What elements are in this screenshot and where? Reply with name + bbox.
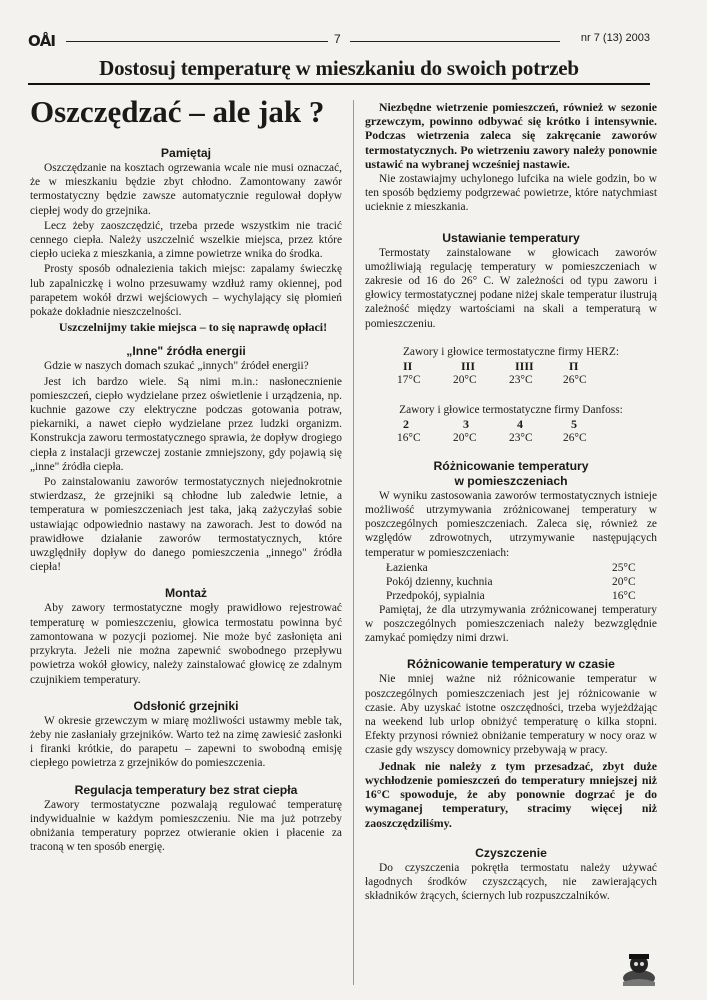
- herz-marks-row: [365, 359, 657, 373]
- room-row: [365, 589, 657, 603]
- issue-number: nr 7 (13) 2003: [580, 32, 650, 44]
- room-temp: 25°C: [612, 561, 636, 574]
- danfoss-temp: 16°C: [397, 431, 421, 444]
- heading-roznicowanie-czas: Różnicowanie temperatury w czasie: [407, 657, 615, 672]
- right-column: [365, 100, 657, 904]
- danfoss-caption: Zawory i głowice termostatyczne firmy Danfoss:: [399, 403, 623, 416]
- room-temp: 20°C: [612, 575, 636, 588]
- left-column: [30, 146, 342, 855]
- heading-inne-zrodla: „Inne" źródła energii: [126, 344, 246, 359]
- paragraph: Oszczędzanie na kosztach ogrzewania wcale nie musi oznaczać, że w mieszkaniu będzie zbyt chłodno. Zamontowany zawór termostatyczny będzie zawsze automatycznie regulował dopływ ciepłej wody do grzejnika.: [30, 162, 342, 217]
- danfoss-mark: 5: [571, 416, 577, 431]
- room-row: [365, 561, 657, 575]
- danfoss-mark: 3: [463, 416, 469, 431]
- paragraph: Jest ich bardzo wiele. Są nimi m.in.: nasłonecznienie pomieszczeń, ciepło wydzielane przez oświetlenie i urządzenia, np. kuchnie gazowe czy elektryczne podczas gotowania potraw, piekarniki, a nawet ciepło wydzielane przez ludzki organizm. Konstrukcja zaworu termostatycznego sprawia, że dopływ drogiego ciepła z instalacji grzewczej zostanie zmniejszony, gdy pojawią się „inne" źródła ciepła.: [30, 375, 342, 473]
- heading-regulacja: Regulacja temperatury bez strat ciepła: [74, 782, 298, 797]
- herz-mark: II: [403, 358, 413, 373]
- paragraph: Do czyszczenia pokrętła termostatu należy używać łagodnych środków czyszczących, nie zawierających składników żrących, ściernych lub rozpuszczalników.: [365, 861, 657, 903]
- herz-mark: Π: [569, 358, 579, 373]
- paragraph: Po zainstalowaniu zaworów termostatycznych niejednokrotnie stwierdzasz, że grzejniki są chłodne lub zaledwie letnie, a temperatura w pomieszczeniach jest taka, jaką zażyczyłaś sobie ustawiając odpowiednio nastawy na zaworach. Jest to dowód na prawidłowe działanie zaworów termostatycznych, które uwzględniły dopływ do danego pomieszczenia „innego" źródła ciepła!: [30, 476, 342, 574]
- heading-montaz: Montaż: [165, 586, 207, 601]
- paragraph: Lecz żeby zaoszczędzić, trzeba przede wszystkim nie tracić cennego ciepła. Należy uszczelnić wszelkie miejsca, przez które ciepło ucieka z mieszkania, a zimne powietrze wnika do środka.: [30, 219, 342, 261]
- paragraph: W wyniku zastosowania zaworów termostatycznych istnieje możliwość utrzymywania zróżnicowanej temperatury w poszczególnych pomieszczeniach. Zaleca się, również ze względów zdrowotnych, utrzymywanie następujących temperatur w pomieszczeniach:: [365, 489, 657, 559]
- danfoss-temp: 23°C: [509, 431, 533, 444]
- danfoss-temp: 20°C: [453, 431, 477, 444]
- heading-ustawianie: Ustawianie temperatury: [442, 230, 580, 245]
- herz-temp: 20°C: [453, 373, 477, 386]
- herz-mark: IIII: [515, 358, 534, 373]
- column-divider: [353, 100, 354, 985]
- banner-rule: [28, 83, 650, 85]
- logo: OÅI: [28, 32, 55, 50]
- herz-mark: III: [461, 358, 476, 373]
- room-temp: 16°C: [612, 589, 636, 602]
- heading-czyszczenie: Czyszczenie: [475, 845, 547, 860]
- paragraph: Pamiętaj, że dla utrzymywania zróżnicowanej temperatury w poszczególnych pomieszczeniach należy bezwzględnie zamykać pomiędzy nimi drzwi.: [365, 603, 657, 645]
- room-name: Przedpokój, sypialnia: [386, 589, 485, 602]
- paragraph: Gdzie w naszych domach szukać „innych" źródeł energii?: [44, 360, 309, 373]
- danfoss-temps-row: [365, 431, 657, 445]
- danfoss-mark: 4: [517, 416, 523, 431]
- herz-caption: Zawory i głowice termostatyczne firmy HERZ:: [402, 345, 620, 358]
- bold-callout: Niezbędne wietrzenie pomieszczeń, również w sezonie grzewczym, powinno odbywać się krótko i intensywnie. Podczas wietrzenia zaleca się zakręcanie zaworów termostatycznych. Po wietrzeniu zawory należy ponownie ustawić na wybranej wcześniej nastawie.: [365, 100, 657, 171]
- herz-temp: 23°C: [509, 373, 533, 386]
- paragraph: W okresie grzewczym w miarę możliwości ustawmy meble tak, żeby nie zasłaniały grzejników. Warto też na zimę zawiesić zasłonki i firanki krótkie, do parapetu – zapewni to swobodną emisję ciepłego powietrza z grzejników do pomieszczenia.: [30, 714, 342, 770]
- paragraph: Zawory termostatyczne pozwalają regulować temperaturę indywidualnie w każdym pomieszczeniu. Nie ma już potrzeby obniżania temperatury poprzez otwieranie okien i płacenie za traconą w ten sposób energię.: [30, 798, 342, 854]
- danfoss-temp: 26°C: [563, 431, 587, 444]
- paragraph: Nie mniej ważne niż różnicowanie temperatur w poszczególnych pomieszczeniach jest jej różnicowanie w czasie. Aby uzyskać istotne oszczędności, trzeba wyjeżdżając na weekend lub urlop obniżyć temperaturę o kilka stopni. Efekty przynosi również obniżanie temperatury w nocy oraz w czasie gdy wszyscy domownicy przebywają w pracy.: [365, 673, 657, 757]
- room-row: [365, 575, 657, 589]
- herz-temp: 17°C: [397, 373, 421, 386]
- banner-headline: Dostosuj temperaturę w mieszkaniu do swoich potrzeb: [99, 56, 579, 80]
- danfoss-mark: 2: [403, 416, 409, 431]
- room-name: Łazienka: [386, 561, 428, 574]
- paragraph: Prosty sposób odnalezienia takich miejsc: zapalamy świeczkę lub zapalniczkę i wolno przesuwamy wzdłuż ramy okiennej, pod parapetem wokół drzwi wejściowych – wychylający się płomień pokaże dokładnie nieszczelności.: [30, 263, 342, 319]
- danfoss-marks-row: [365, 417, 657, 431]
- header-rule-left: [66, 41, 328, 42]
- herz-temps-row: [365, 373, 657, 387]
- mascot-icon: [617, 948, 661, 988]
- bold-callout: Uszczelnijmy takie miejsca – to się naprawdę opłaci!: [58, 320, 328, 335]
- paragraph: Aby zawory termostatyczne mogły prawidłowo rejestrować temperaturę w pomieszczeniu, głowica termostatu powinna być zamontowana w pozycji poziomej. Nie może być zasłonięta ani przykryta. Jeżeli nie można zapewnić swobodnego przepływu powietrza wokół głowicy, należy zainstalować głowicę ze zdalnym czujnikiem temperatury.: [30, 602, 342, 686]
- header-rule-right: [350, 41, 560, 42]
- page-title: Oszczędzać – ale jak ?: [30, 94, 325, 129]
- page-number: 7: [334, 32, 341, 46]
- bold-callout: Jednak nie należy z tym przesadzać, zbyt duże wychłodzenie pomieszczeń do temperatury mniejszej niż 16°C spowoduje, że aby ponownie dogrzać je do wymaganej temperatury, stracimy więcej niż zaoszczędziliśmy.: [365, 758, 657, 830]
- heading-pamietaj: Pamiętaj: [160, 146, 212, 160]
- heading-odslonic: Odsłonić grzejniki: [133, 698, 239, 713]
- room-name: Pokój dzienny, kuchnia: [386, 575, 493, 588]
- paragraph: Termostaty zainstalowane w głowicach zaworów umożliwiają regulację temperatury w pomieszczeniach w zakresie od 16 do 26° C. W zależności od typu zaworu i głowicy termostatycznej podane niżej skale temperatur ilustrują zależność między wartościami na skali a temperaturą w pomieszczeniu.: [365, 246, 657, 330]
- page-header: [28, 32, 650, 50]
- paragraph: Nie zostawiajmy uchylonego lufcika na wiele godzin, bo w ten sposób będziemy podgrzewać powietrze, które natychmiast ucieknie z mieszkania.: [365, 173, 657, 214]
- herz-temp: 26°C: [563, 373, 587, 386]
- heading-roznicowanie-1: Różnicowanie temperatury: [433, 458, 589, 473]
- heading-roznicowanie-2: w pomieszczeniach: [454, 473, 568, 488]
